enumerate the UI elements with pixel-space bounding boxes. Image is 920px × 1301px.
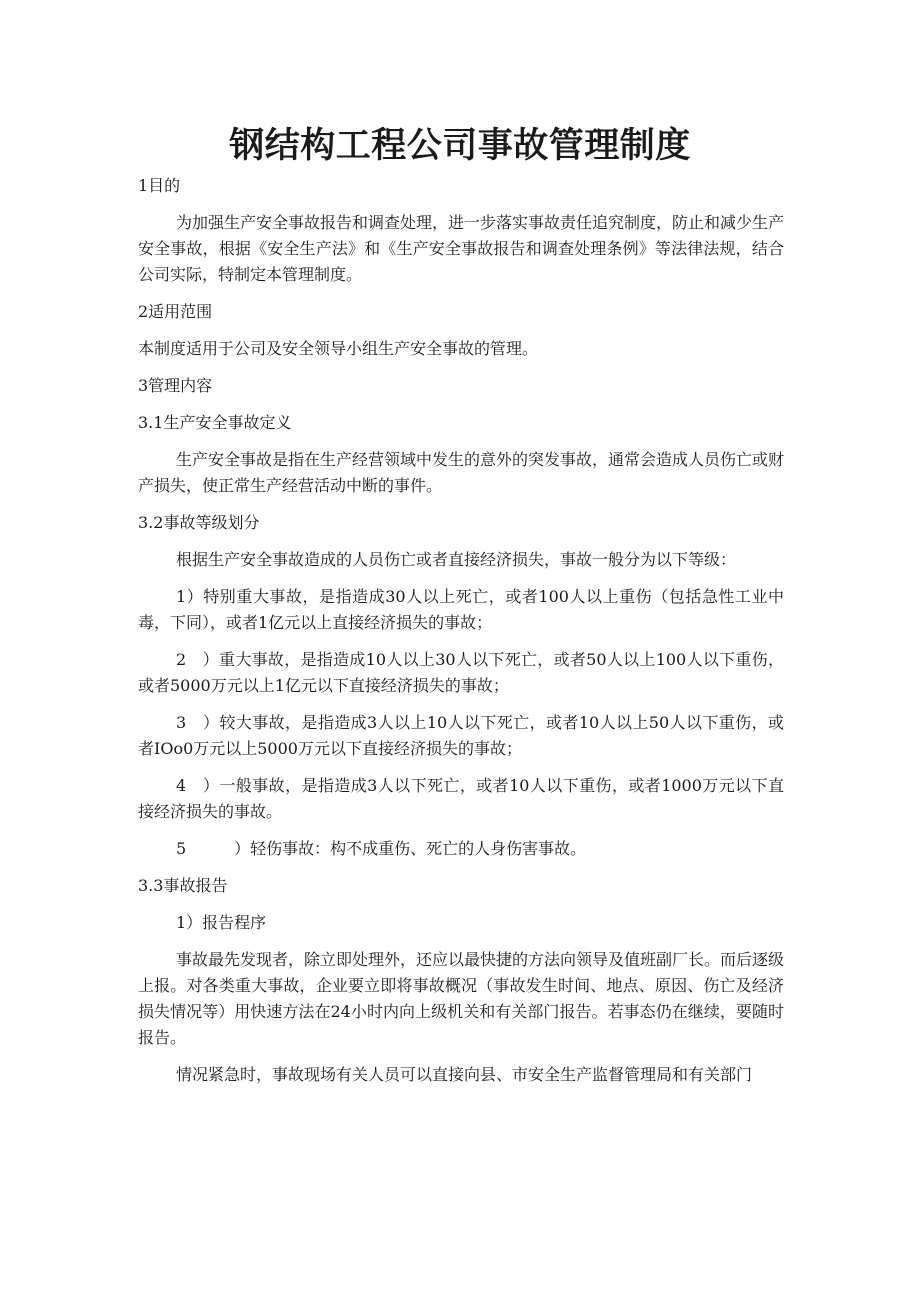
section-3-3-heading: 3.3事故报告 [138, 876, 228, 895]
accident-level-item-3: 3 ）较大事故，是指造成3人以上10人以下死亡，或者10人以上50人以下重伤，或者IOo0万元以上5000万元以下直接经济损失的事故； [138, 713, 784, 758]
accident-level-item-2: 2 ）重大事故，是指造成10人以上30人以下死亡，或者50人以上100人以下重伤，或者5000万元以上1亿元以下直接经济损失的事故； [138, 650, 784, 695]
accident-level-item-1: 1）特别重大事故，是指造成30人以上死亡，或者100人以上重伤（包括急性工业中毒，下同），或者1亿元以上直接经济损失的事故； [138, 587, 784, 632]
section-3-3-paragraph-2: 情况紧急时，事故现场有关人员可以直接向县、市安全生产监督管理局和有关部门 [176, 1065, 753, 1084]
section-2-paragraph: 本制度适用于公司及安全领导小组生产安全事故的管理。 [138, 339, 539, 358]
section-3-3-subheading: 1）报告程序 [176, 913, 267, 932]
document-title: 钢结构工程公司事故管理制度 [229, 126, 691, 166]
section-3-1-paragraph: 生产安全事故是指在生产经营领域中发生的意外的突发事故，通常会造成人员伤亡或财产损失，使正常生产经营活动中断的事件。 [138, 450, 785, 495]
section-3-2-paragraph: 根据生产安全事故造成的人员伤亡或者直接经济损失，事故一般分为以下等级： [176, 550, 737, 569]
section-1-heading: 1目的 [138, 176, 181, 195]
accident-level-item-5: 5 ）轻伤事故：构不成重伤、死亡的人身伤害事故。 [176, 839, 587, 858]
accident-level-item-4: 4 ）一般事故，是指造成3人以下死亡，或者10人以下重伤，或者1000万元以下直接经济损失的事故。 [138, 776, 784, 821]
section-3-1-heading: 3.1生产安全事故定义 [138, 413, 292, 432]
document-body [138, 173, 784, 1099]
section-2-heading: 2适用范围 [138, 302, 213, 321]
section-3-3-paragraph-1: 事故最先发现者，除立即处理外，还应以最快捷的方法向领导及值班副厂长。而后逐级上报。对各类重大事故，企业要立即将事故概况（事故发生时间、地点、原因、伤亡及经济损失情况等）用快速方法在24小时内向上级机关和有关部门报告。若事态仍在继续，要随时报告。 [138, 950, 785, 1047]
section-3-2-heading: 3.2事故等级划分 [138, 513, 260, 532]
section-3-heading: 3管理内容 [138, 376, 213, 395]
section-1-paragraph: 为加强生产安全事故报告和调查处理，进一步落实事故责任追究制度，防止和减少生产安全事故，根据《安全生产法》和《生产安全事故报告和调查处理条例》等法律法规，结合公司实际，特制定本管理制度。 [138, 213, 785, 284]
